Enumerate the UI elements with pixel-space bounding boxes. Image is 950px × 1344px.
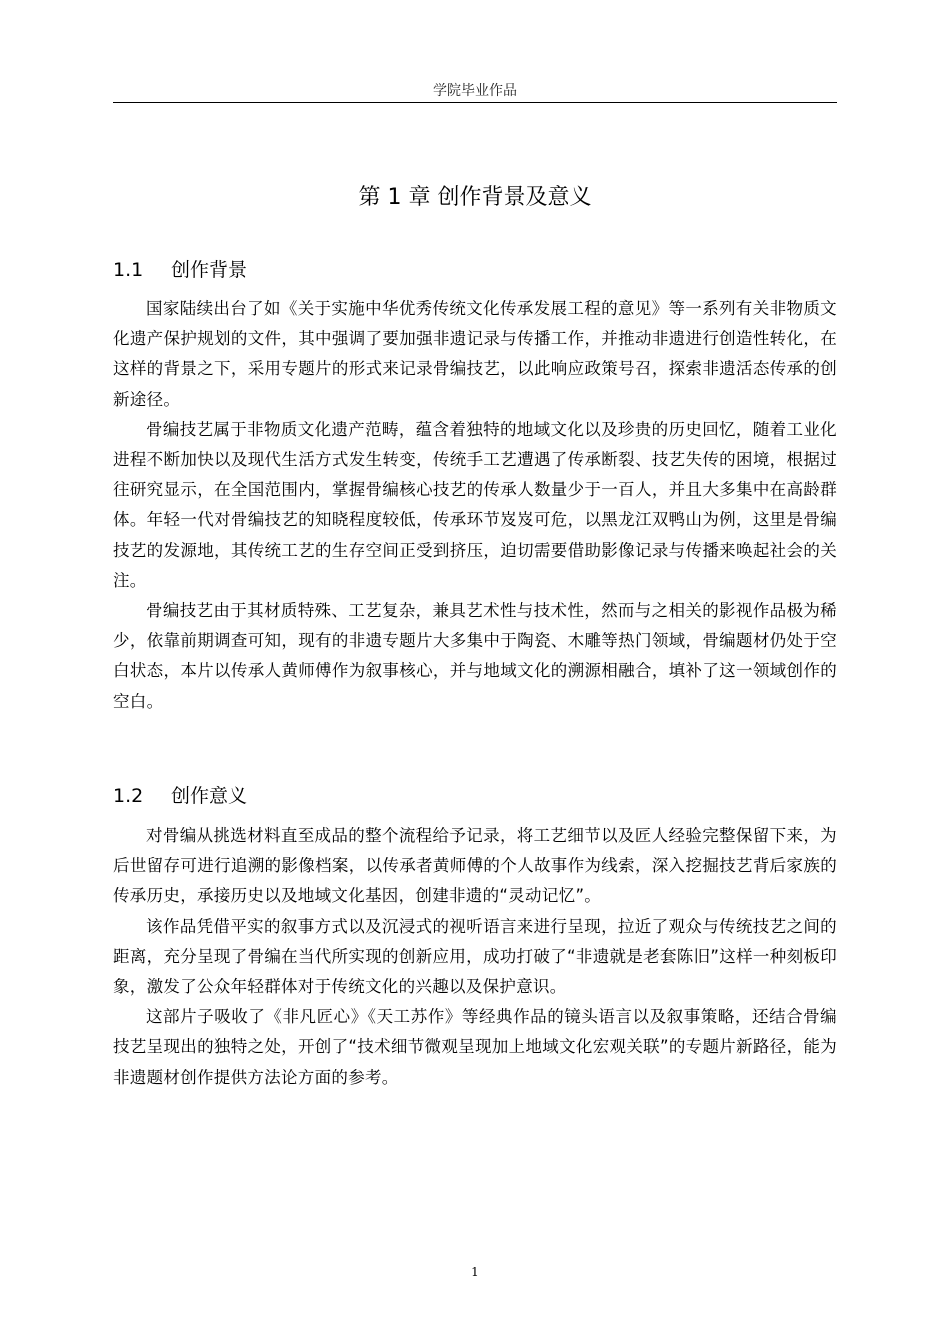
paragraph: 对骨编从挑选材料直至成品的整个流程给予记录，将工艺细节以及匠人经验完整保留下来，为后世留存可进行追溯的影像档案，以传承者黄师傅的个人故事作为线索，深入挖掘技艺背后家族的传承历史，承接历史以及地域文化基因，创建非遗的“灵动记忆”。 xyxy=(113,826,837,906)
header-rule xyxy=(113,102,837,103)
section-number: 1.1 xyxy=(113,259,144,281)
paragraph: 骨编技艺由于其材质特殊、工艺复杂，兼具艺术性与技术性，然而与之相关的影视作品极为稀少，依靠前期调查可知，现有的非遗专题片大多集中于陶瓷、木雕等热门领域，骨编题材仍处于空白状态，本片以传承人黄师傅作为叙事核心，并与地域文化的溯源相融合，填补了这一领域创作的空白。 xyxy=(113,601,837,711)
paragraph: 这部片子吸收了《非凡匠心》《天工苏作》等经典作品的镜头语言以及叙事策略，还结合骨编技艺呈现出的独特之处，开创了“技术细节微观呈现加上地域文化宏观关联”的专题片新路径，能为非遗题材创作提供方法论方面的参考。 xyxy=(113,1007,837,1087)
page-number: 1 xyxy=(471,1265,479,1279)
paragraph: 该作品凭借平实的叙事方式以及沉浸式的视听语言来进行呈现，拉近了观众与传统技艺之间的距离，充分呈现了骨编在当代所实现的创新应用，成功打破了“非遗就是老套陈旧”这样一种刻板印象，激发了公众年轻群体对于传统文化的兴趣以及保护意识。 xyxy=(113,916,837,997)
running-header: 学院毕业作品 xyxy=(433,83,517,99)
chapter-title: 第 1 章 创作背景及意义 xyxy=(358,185,592,210)
section-heading-1-2 xyxy=(113,782,837,810)
section-title: 创作背景 xyxy=(171,259,248,281)
paragraph: 骨编技艺属于非物质文化遗产范畴，蕴含着独特的地域文化以及珍贵的历史回忆，随着工业化进程不断加快以及现代生活方式发生转变，传统手工艺遭遇了传承断裂、技艺失传的困境，根据过往研究显示，在全国范围内，掌握骨编核心技艺的传承人数量少于一百人，并且大多集中在高龄群体。年轻一代对骨编技艺的知晓程度较低，传承环节岌岌可危，以黑龙江双鸭山为例，这里是骨编技艺的发源地，其传统工艺的生存空间正受到挤压，迫切需要借助影像记录与传播来唤起社会的关注。 xyxy=(113,419,837,590)
paragraph: 国家陆续出台了如《关于实施中华优秀传统文化传承发展工程的意见》等一系列有关非物质文化遗产保护规划的文件，其中强调了要加强非遗记录与传播工作，并推动非遗进行创造性转化，在这样的背景之下，采用专题片的形式来记录骨编技艺，以此响应政策号召，探索非遗活态传承的创新途径。 xyxy=(113,299,837,409)
section-number: 1.2 xyxy=(113,785,144,807)
section-heading-1-1 xyxy=(113,256,837,284)
section-body-1-2 xyxy=(113,821,837,1093)
section-title: 创作意义 xyxy=(171,785,248,807)
section-body-1-1 xyxy=(113,294,837,717)
